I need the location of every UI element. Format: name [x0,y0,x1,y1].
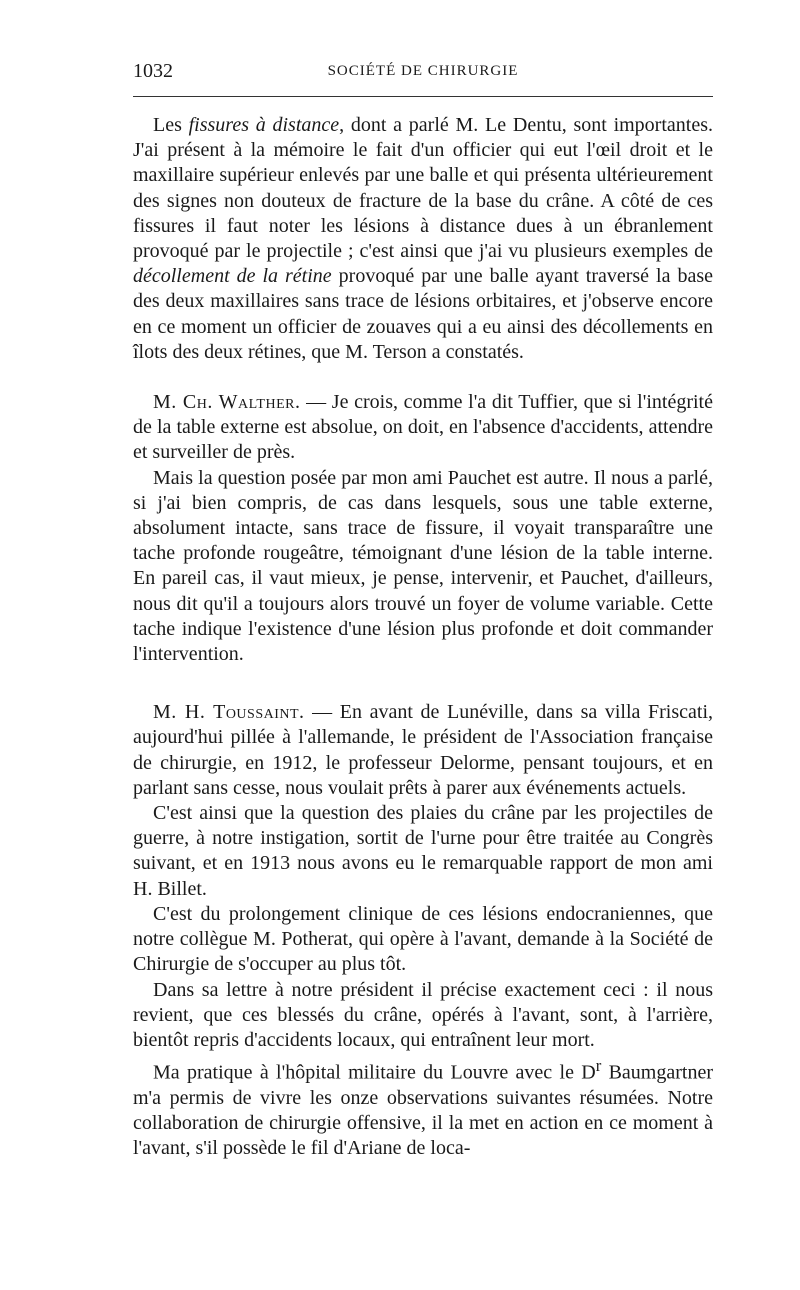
text-run: — En avant de Lunéville, dans sa villa Friscati, aujourd'hui pillée à l'allemande, le président de l'Association française de chirurgie, en 1912, le professeur Delorme, pensant toujours, et en parlant sans cesse, nous voulait prêts à parer aux événements actuels. [133,701,713,799]
speaker-name: M. Ch. Walther. [153,391,301,414]
page-header [133,60,713,90]
speaker-name: M. H. Toussaint. [153,701,305,724]
paragraph-toussaint-2: C'est ainsi que la question des plaies du crâne par les projectiles de guerre, à notre instigation, sortit de l'urne pour être traitée au Congrès suivant, et en 1913 nous avons eu le remarquable rapport de mon ami H. Billet. [133,802,713,900]
paragraph-walther [133,390,713,466]
paragraph-spacer [133,667,713,700]
paragraph-toussaint-3: C'est du prolongement clinique de ces lésions endocraniennes, que notre collègue M. Potherat, qui opère à l'avant, demande à la Société de Chirurgie de s'occuper au plus tôt. [133,902,713,976]
paragraph-walther-2: Mais la question posée par mon ami Pauchet est autre. Il nous a parlé, si j'ai bien compris, de cas dans lesquels, sous une table externe, absolument intacte, sans trace de fissure, il voyait transparaître une tache profonde rougeâtre, témoignant d'une lésion de la table interne. En pareil cas, il vaut mieux, je pense, intervenir, et Pauchet, d'ailleurs, nous dit qu'il a toujours alors trouvé un foyer de volume variable. Cette tache indique l'existence d'une lésion plus profonde et doit commander l'intervention. [133,466,713,666]
text-run: provoqué par une balle ayant traversé la base des deux maxillaires sans trace de lésions orbitaires, et j'observe encore en ce moment un officier de zouaves qui a eu ainsi des décollements en îlots des deux rétines, que M. Terson a constatés. [133,265,713,363]
italic-term: décollement de la rétine [133,265,332,288]
text-run: — Je crois, comme l'a dit Tuffier, que si l'intégrité de la table externe est absolue, on doit, en l'absence d'accidents, attendre et surveiller de près. [133,391,713,464]
text-run: Ma pratique à l'hôpital militaire du Louvre avec le D [153,1061,596,1084]
paragraph-toussaint-5 [133,1053,713,1161]
paragraph-fissures [133,113,713,365]
page-number: 1032 [133,60,173,82]
paragraph-toussaint [133,700,713,801]
paragraph-spacer [133,365,713,390]
text-run: Les [153,114,189,136]
text-run: , dont a parlé M. Le Dentu, sont importantes. J'ai présent à la mémoire le fait d'un officier qui eut l'œil droit et le maxillaire supérieur enlevés par une balle et qui présenta ultérieurement des signes non douteux de fracture de la base du crâne. A côté de ces fissures il faut noter les lésions à distance dues à un ébranlement provoqué par le projectile ; c'est ainsi que j'ai vu plusieurs exemples de [133,114,713,263]
running-title: SOCIÉTÉ DE CHIRURGIE [327,63,519,79]
superscript: r [595,1056,602,1076]
paragraph-toussaint-4: Dans sa lettre à notre président il précise exactement ceci : il nous revient, que ces blessés du crâne, opérés à l'avant, sont, à l'arrière, bientôt repris d'accidents locaux, qui entraînent leur mort. [133,978,713,1051]
body-text [133,113,713,1162]
header-rule [133,96,713,97]
text-run: Baumgartner m'a permis de vivre les onze observations suivantes résumées. Notre collaboration de chirurgie offensive, il la met en action en ce moment à l'avant, s'il possède le fil d'Ariane de loca- [133,1061,713,1160]
italic-term: fissures à distance [188,114,340,136]
